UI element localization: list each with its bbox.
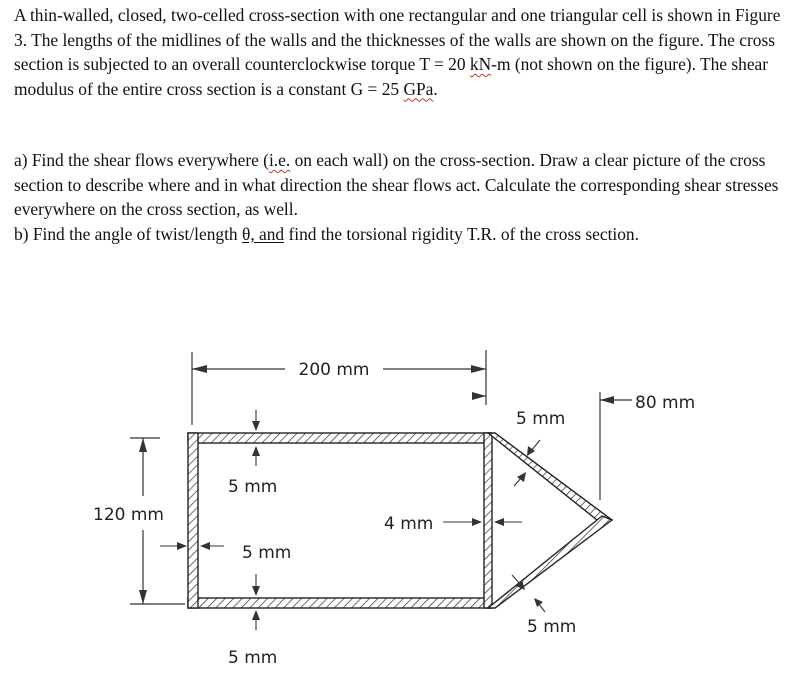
question-b-text-2: find the torsional rigidity T.R. of the cross section. [284, 223, 639, 244]
upper-diag-thickness-label: 5 mm [516, 409, 566, 429]
bottom-thickness-label: 5 mm [228, 648, 278, 668]
lower-diagonal-wall [488, 516, 612, 608]
left-wall [188, 433, 198, 608]
lower-diag-thickness-label: 5 mm [527, 617, 577, 637]
theta-symbol: θ, and [241, 223, 285, 244]
question-b-text-1: b) Find the angle of twist/length [14, 223, 242, 244]
top-thickness-label: 5 mm [228, 477, 278, 497]
dim-triangle-label: 80 mm [635, 393, 696, 413]
question-a-text-1: a) Find the shear flows everywhere ( [14, 150, 269, 170]
dim-width-label: 200 mm [298, 360, 370, 380]
left-thickness-label: 5 mm [242, 543, 292, 563]
middle-thickness-label: 4 mm [384, 514, 434, 534]
middle-wall [484, 433, 492, 608]
upper-diagonal-wall [488, 433, 612, 524]
intro-text-1: A thin-walled, closed, two-celled cross-section with one rectangular and one triangular cell is shown in Figure 3. The lengths of the midlines of the walls and the thicknesses of the walls are shown on the figure. The cross section is subjected to an overall counterclockwise torque T = 20 [14, 5, 781, 74]
bottom-wall [188, 598, 490, 608]
dimension-lines [130, 350, 632, 604]
unit-gpa: GPa [403, 78, 434, 99]
intro-text-2: -m (not shown on the figure). The shear modulus of the entire cross section is a constant G = 25 [14, 54, 769, 99]
dim-height-label: 120 mm [93, 505, 164, 525]
ie-abbrev: i.e. [268, 150, 291, 170]
unit-kn: kN [469, 54, 492, 74]
intro-text-3: . [433, 78, 438, 99]
question-a-text-2: on each wall) on the cross-section. Draw a clear picture of the cross section to describe where and in what direction the shear flows act. Calculate the corresponding shear stresses everywhere on the cross section, as well. [14, 150, 779, 219]
top-wall [188, 433, 490, 443]
